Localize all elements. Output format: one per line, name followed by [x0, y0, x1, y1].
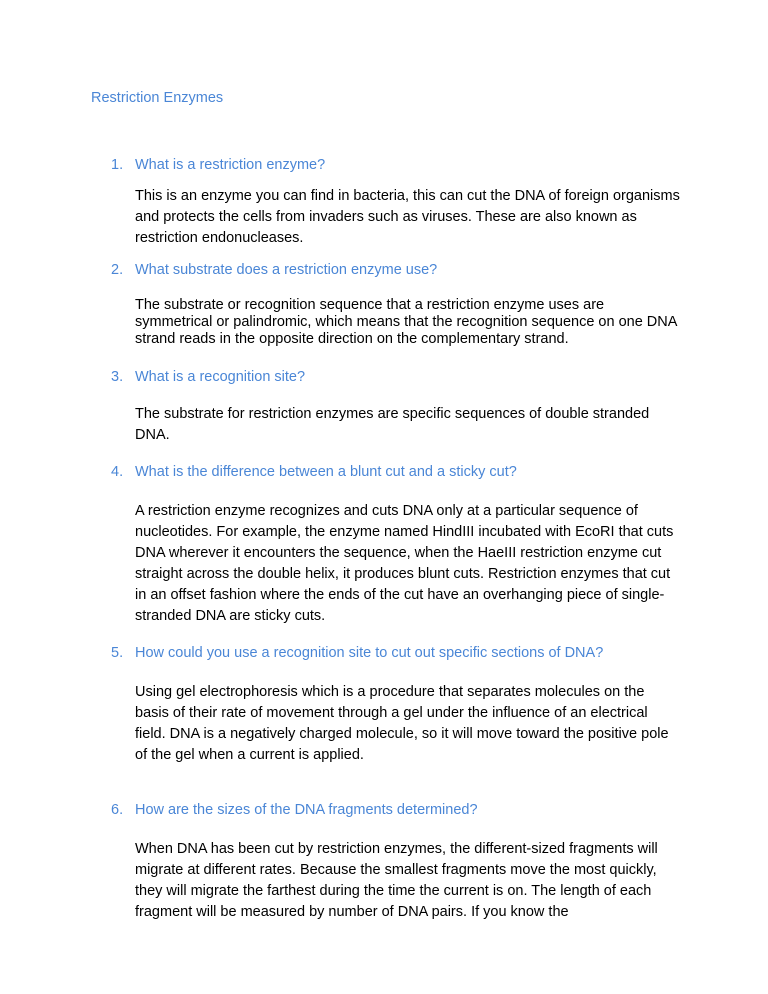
question-number: 4. — [111, 464, 124, 480]
question-6 — [111, 802, 478, 818]
question-1 — [111, 157, 325, 173]
question-number: 1. — [111, 157, 124, 173]
answer-6: When DNA has been cut by restriction enzymes, the different-sized fragments will migrate at different rates. Because the smallest fragments move the most quickly, they will migrate the farthest during the time the current is on. The length of each fragment will be measured by number of DNA pairs. If you know the — [135, 841, 658, 920]
question-text: What is the difference between a blunt cut and a sticky cut? — [135, 464, 517, 480]
answer-2: The substrate or recognition sequence that a restriction enzyme uses are symmetrical or palindromic, which means that the recognition sequence on one DNA strand reads in the opposite direction on the complementary strand. — [135, 297, 677, 347]
question-text: How could you use a recognition site to cut out specific sections of DNA? — [135, 645, 604, 661]
question-number: 2. — [111, 262, 124, 278]
answer-1: This is an enzyme you can find in bacteria, this can cut the DNA of foreign organisms and protects the cells from invaders such as viruses. These are also known as restriction endonucleases. — [135, 188, 680, 246]
question-text: What substrate does a restriction enzyme use? — [135, 262, 438, 278]
question-text: What is a restriction enzyme? — [135, 157, 326, 173]
question-4 — [111, 464, 517, 480]
question-3 — [111, 369, 305, 385]
question-number: 6. — [111, 802, 124, 818]
question-text: What is a recognition site? — [135, 369, 306, 385]
document-title: Restriction Enzymes — [91, 90, 224, 106]
question-text: How are the sizes of the DNA fragments determined? — [135, 802, 478, 818]
question-number: 3. — [111, 369, 124, 385]
question-5 — [111, 645, 603, 661]
question-2 — [111, 262, 437, 278]
answer-3: The substrate for restriction enzymes are specific sequences of double stranded DNA. — [135, 406, 650, 443]
question-number: 5. — [111, 645, 124, 661]
answer-4: A restriction enzyme recognizes and cuts DNA only at a particular sequence of nucleotides. For example, the enzyme named HindIII incubated with EcoRI that cuts DNA wherever it encounters the sequence, when the HaeIII restriction enzyme cut straight across the double helix, it produces blunt cuts. Restriction enzymes that cut in an offset fashion where the ends of the cut have an overhanging piece of single-stranded DNA are sticky cuts. — [135, 503, 674, 624]
answer-5: Using gel electrophoresis which is a procedure that separates molecules on the basis of their rate of movement through a gel under the influence of an electrical field. DNA is a negatively charged molecule, so it will move toward the positive pole of the gel when a current is applied. — [135, 684, 669, 763]
